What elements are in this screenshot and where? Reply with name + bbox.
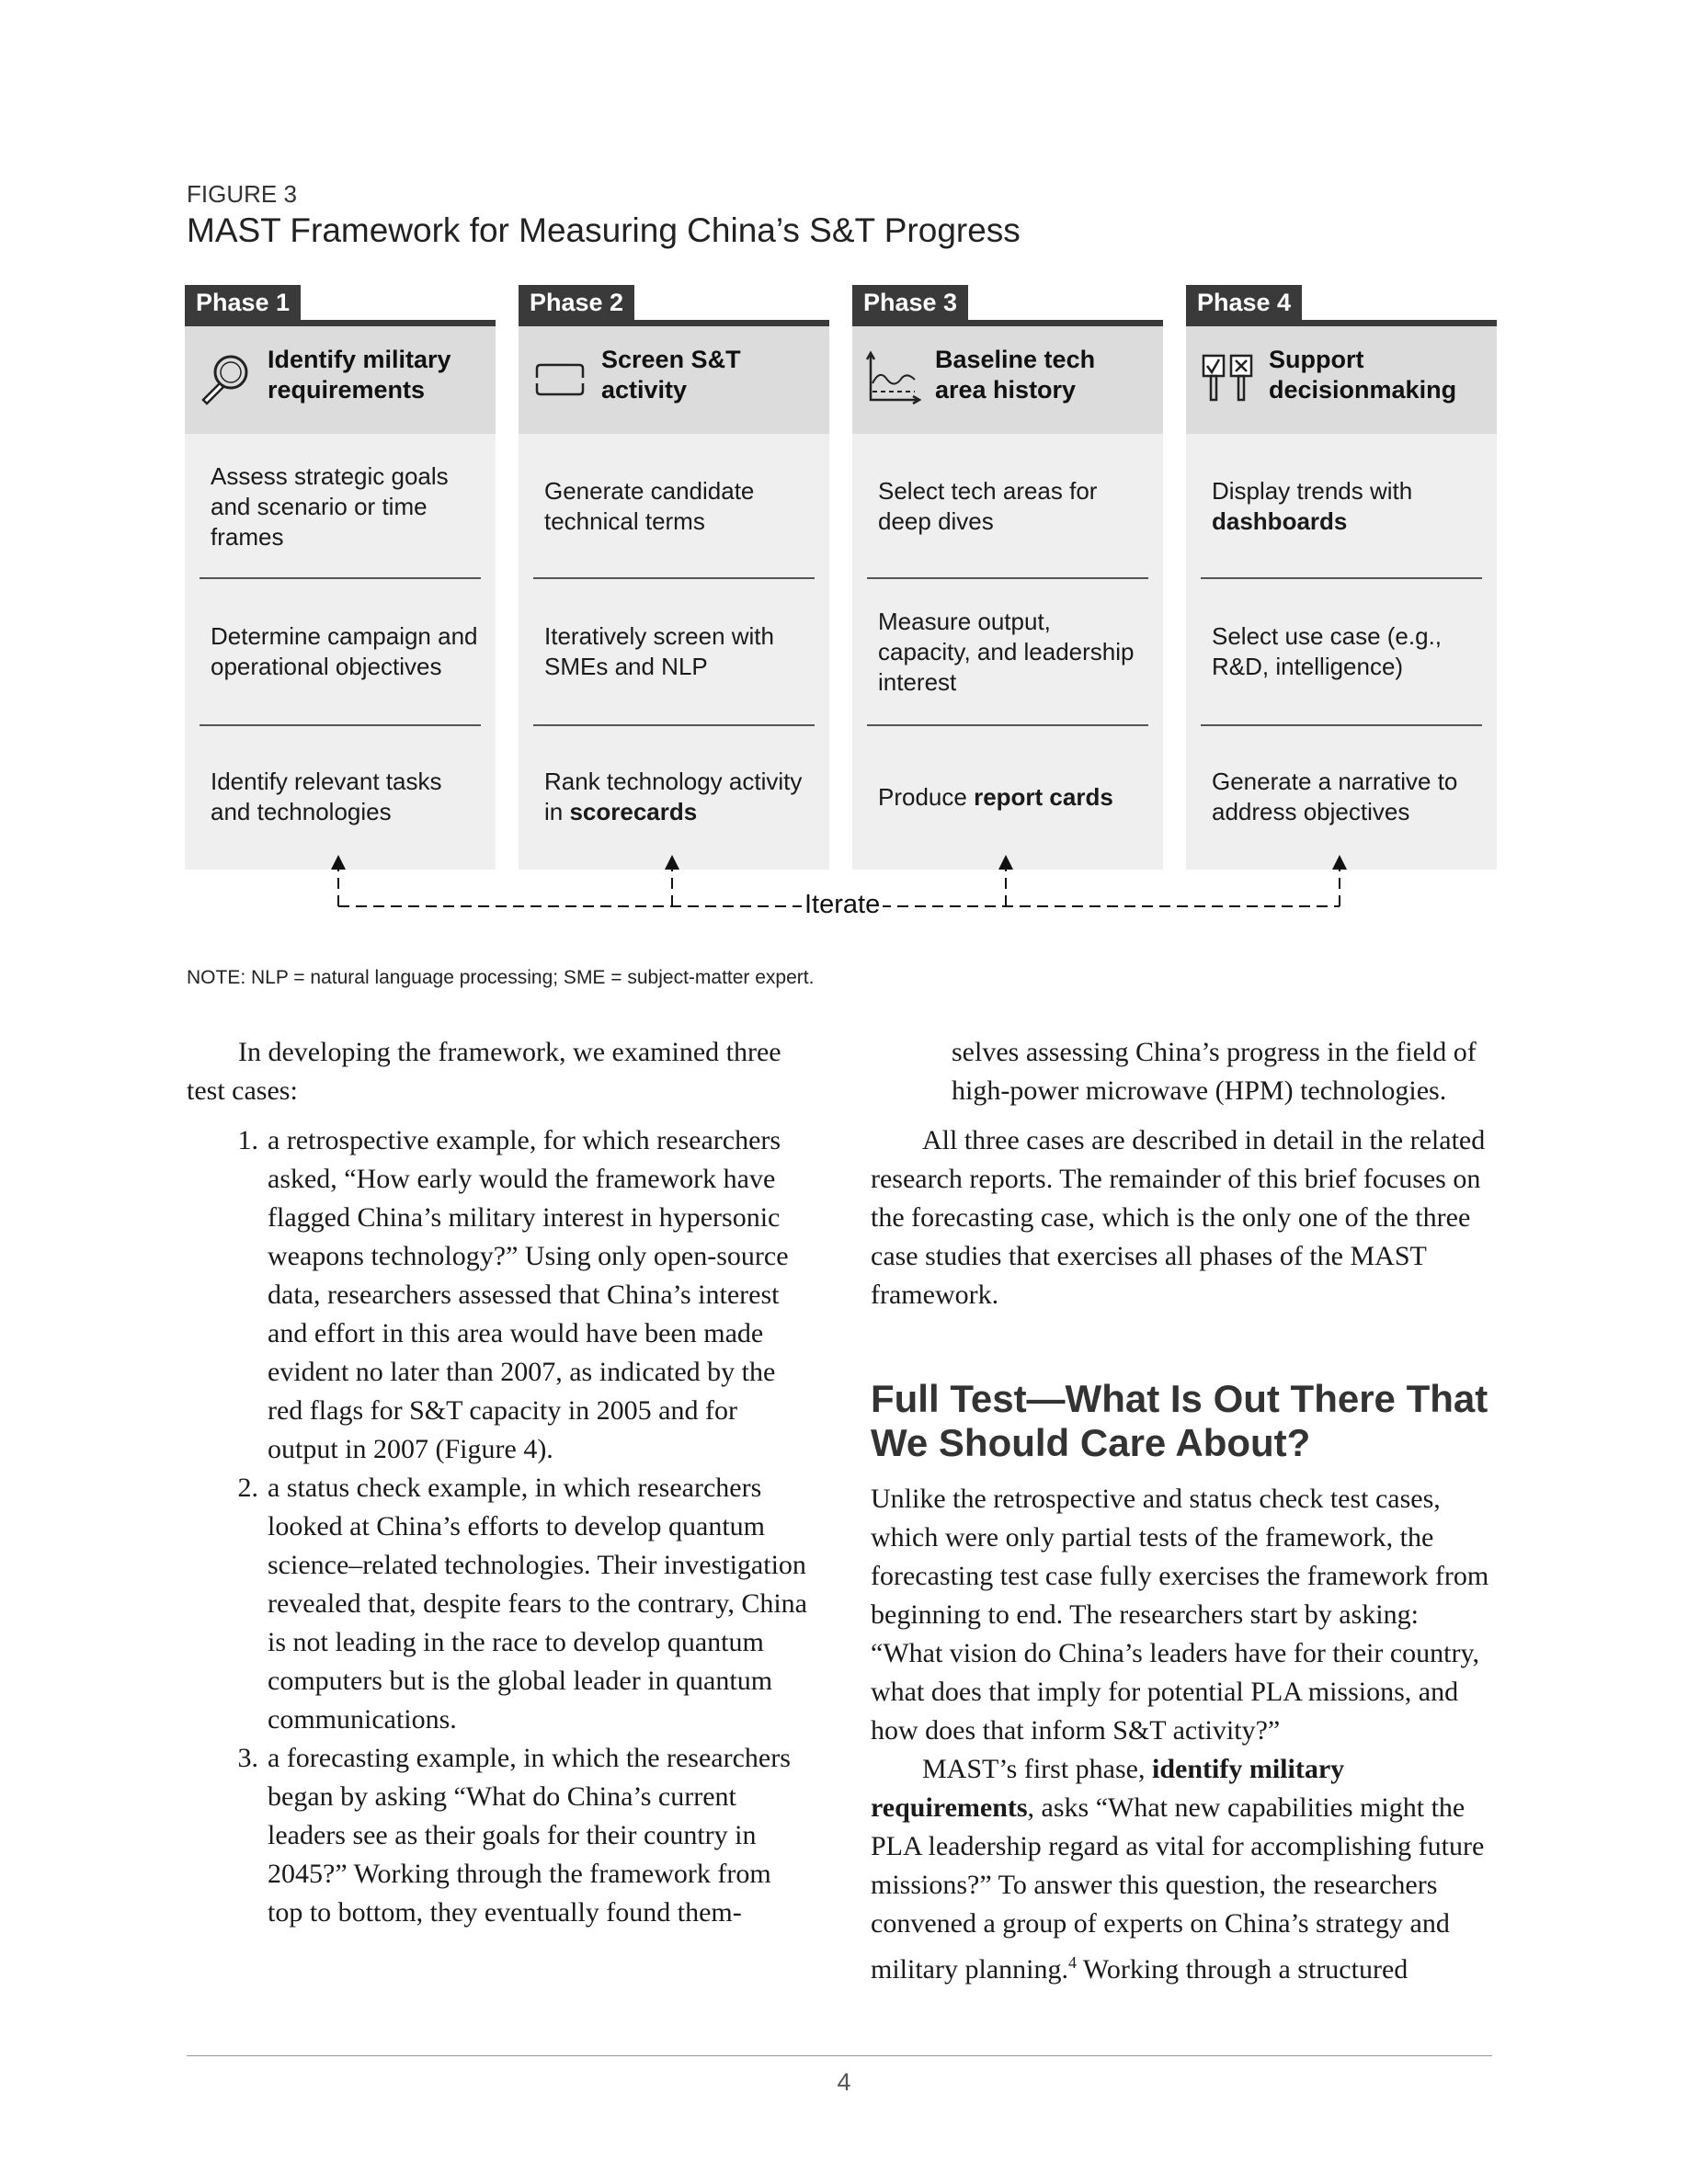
- paragraph: MAST’s first phase, identify military requirements, asks “What new capabilities might the PLA leadership regard as vital for accomplishing future missions?” To answer this question, the researchers convened a group of experts on China’s strategy and military planning.$^4$ Working through a structured: [871, 1754, 1485, 1985]
- section-heading: Full Test—What Is Out There That We Should Care About?: [871, 1377, 1488, 1464]
- phase-step: Determine campaign and operational objectives: [211, 622, 478, 680]
- phase-step: Select tech areas for deep dives: [878, 477, 1098, 535]
- paragraph: In developing the framework, we examined three test cases:: [187, 1037, 781, 1106]
- phase-step: Measure output, capacity, and leadership interest: [878, 607, 1135, 696]
- phase-header: [185, 326, 496, 434]
- phase-tab: Phase 4: [1186, 285, 1302, 320]
- phase-step: Generate a narrative to address objectives: [1212, 768, 1458, 825]
- phase-steps: [852, 434, 1163, 870]
- phase-tab: Phase 1: [185, 285, 301, 320]
- phase-step: Produce report cards: [878, 782, 1113, 811]
- right-column: [871, 1033, 1496, 1989]
- phase-step: Display trends with dashboards: [1212, 477, 1413, 535]
- screen-filter-icon: [531, 350, 588, 407]
- left-column: [187, 1033, 812, 1932]
- phase-step: Assess strategic goals and scenario or time frames: [211, 461, 449, 551]
- arrow-head: [998, 855, 1013, 870]
- page-number: 4: [837, 2068, 851, 2096]
- figure-title: MAST Framework for Measuring China’s S&T Progress: [187, 211, 1021, 249]
- paragraph: All three cases are described in detail in the related research reports. The remainder of this brief focuses on the forecasting case, which is the only one of the three case studies that exercises all phases of the MAST framework.: [871, 1125, 1486, 1310]
- phase-heading: Baseline tech area history: [935, 346, 1096, 404]
- phase-steps: [1186, 434, 1497, 870]
- list-item: 3. a forecasting example, in which the researchers began by asking “What do China’s current leaders see as their goals for their country in 2045?” Working through the framework from top to bottom, they eventually found them-: [237, 1743, 791, 1928]
- checkbox-signs-icon: [1199, 350, 1256, 407]
- phase-header: [1186, 326, 1497, 434]
- phase-rule: [1186, 320, 1497, 326]
- arrow-head: [1332, 855, 1347, 870]
- phase-rule: [519, 320, 829, 326]
- phase-3-column: [852, 285, 1163, 870]
- phase-step: Identify relevant tasks and technologies: [211, 768, 442, 825]
- phase-step: Rank technology activity in scorecards: [544, 768, 803, 825]
- phase-tab: Phase 3: [852, 285, 968, 320]
- figure-label: FIGURE 3: [187, 180, 297, 208]
- arrow-head: [331, 855, 346, 870]
- figure-note: NOTE: NLP = natural language processing; SME = subject-matter expert.: [187, 967, 815, 988]
- paragraph: Unlike the retrospective and status check test cases, which were only partial tests of the framework, the forecasting test case fully exercises the framework from beginning to end. The researchers start by asking: “What vision do China’s leaders have for their country, what does that imply for potential PLA missions, and how does that inform S&T activity?”: [871, 1484, 1489, 1746]
- phase-1-column: [185, 285, 496, 870]
- phase-heading: Screen S&T activity: [601, 346, 741, 404]
- arrow-head: [665, 855, 679, 870]
- phase-header: [852, 326, 1163, 434]
- trend-chart-icon: [865, 350, 922, 407]
- phase-steps: [519, 434, 829, 870]
- phase-step: Iteratively screen with SMEs and NLP: [544, 622, 774, 680]
- phase-tab: Phase 2: [519, 285, 634, 320]
- phase-header: [519, 326, 829, 434]
- phase-4-column: [1186, 285, 1497, 870]
- list-item: 1. a retrospective example, for which researchers asked, “How early would the framework have flagged China’s military interest in hypersonic weapons technology?” Using only open-source data, researchers assessed that China’s interest and effort in this area would have been made evident no later than 2007, as indicated by the red flags for S&T capacity in 2005 and for output in 2007 (Figure 4).: [237, 1125, 789, 1464]
- phase-heading: Support decisionmaking: [1269, 346, 1457, 404]
- list-item-continuation: selves assessing China’s progress in the field of high-power microwave (HPM) technologies.: [952, 1037, 1477, 1106]
- list-item: 2. a status check example, in which researchers looked at China’s efforts to develop quantum science–related technologies. Their investigation revealed that, despite fears to the contrary, China is not leading in the race to develop quantum computers but is the global leader in quantum communications.: [237, 1473, 807, 1735]
- phase-heading: Identify military requirements: [268, 346, 451, 404]
- phase-step: Select use case (e.g., R&D, intelligence): [1212, 622, 1443, 680]
- phase-2-column: [519, 285, 829, 870]
- phase-steps: [185, 434, 496, 870]
- iterate-label: Iterate: [802, 890, 883, 920]
- footnote-ref[interactable]: 4: [1067, 1953, 1077, 1972]
- phase-step: Generate candidate technical terms: [544, 477, 755, 535]
- magnifier-icon: [198, 350, 255, 407]
- footer-rule: [187, 2055, 1492, 2056]
- phase-rule: [185, 320, 496, 326]
- phase-rule: [852, 320, 1163, 326]
